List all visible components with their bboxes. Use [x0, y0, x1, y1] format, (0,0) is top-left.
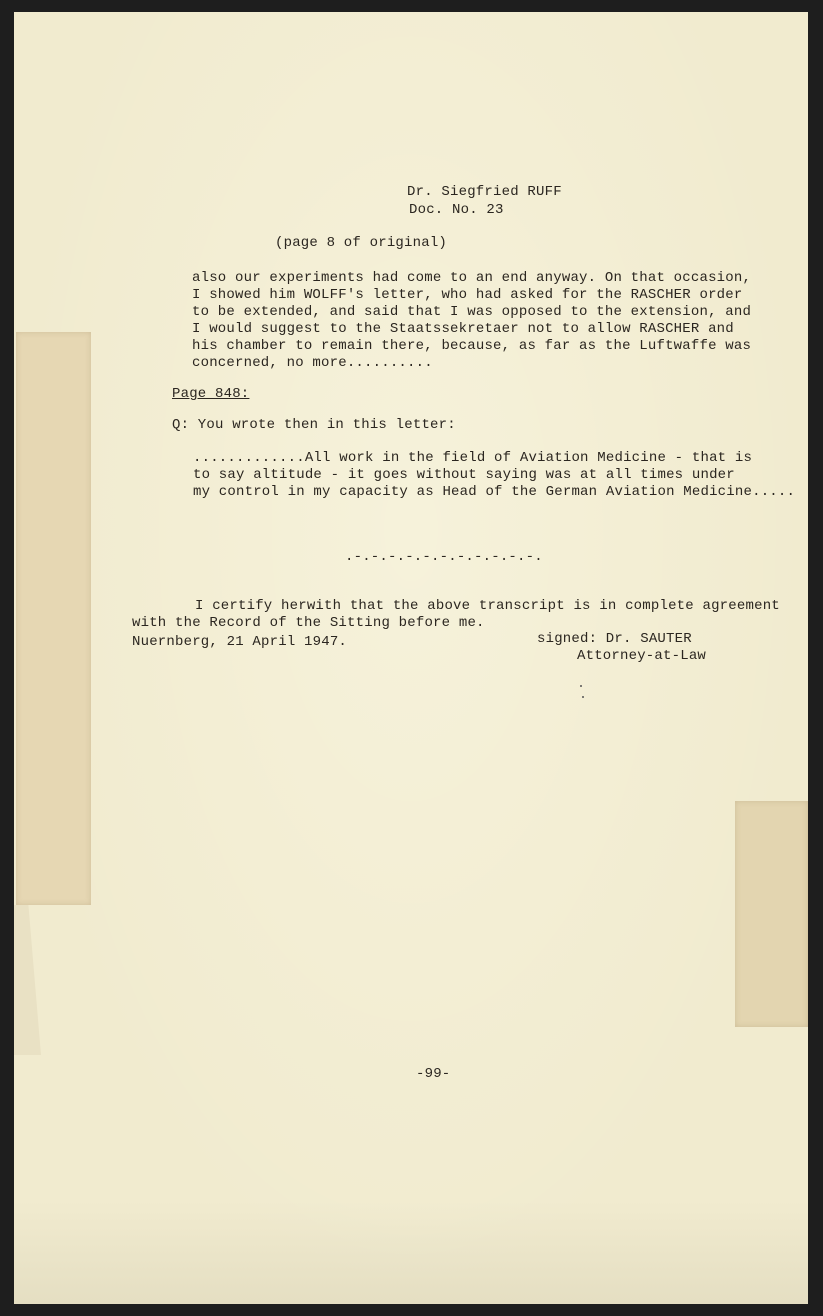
separator-line: .-.-.-.-.-.-.-.-.-.-.-. — [345, 549, 543, 565]
quote-line: to say altitude - it goes without saying was at all times under — [193, 467, 735, 483]
page-label: Page 848: — [172, 386, 250, 402]
tape-strip-right — [735, 801, 808, 1027]
quote-line: .............All work in the field of Aviation Medicine - that is — [193, 450, 753, 466]
certification-line: I certify herwith that the above transcript is in complete agreement — [195, 598, 780, 614]
stray-mark — [580, 685, 582, 687]
paragraph-line: I showed him WOLFF's letter, who had asked for the RASCHER order — [192, 287, 743, 303]
paragraph-line: also our experiments had come to an end anyway. On that occasion, — [192, 270, 752, 286]
tape-strip-left — [16, 332, 91, 905]
signature-signed: signed: Dr. SAUTER — [537, 631, 692, 647]
place-date: Nuernberg, 21 April 1947. — [132, 634, 348, 650]
header-doc-number: Doc. No. 23 — [409, 202, 504, 218]
stray-mark — [582, 696, 584, 698]
page-reference: (page 8 of original) — [275, 235, 448, 251]
quote-line: my control in my capacity as Head of the German Aviation Medicine..... — [193, 484, 796, 500]
paragraph-line: his chamber to remain there, because, as far as the Luftwaffe was — [192, 338, 752, 354]
paragraph-line: to be extended, and said that I was opposed to the extension, and — [192, 304, 752, 320]
question-line: Q: You wrote then in this letter: — [172, 417, 456, 433]
paragraph-line: I would suggest to the Staatssekretaer not to allow RASCHER and — [192, 321, 734, 337]
page-number: -99- — [416, 1066, 451, 1082]
header-name: Dr. Siegfried RUFF — [407, 184, 562, 200]
paragraph-line: concerned, no more.......... — [192, 355, 433, 371]
signature-title: Attorney-at-Law — [577, 648, 707, 664]
certification-line: with the Record of the Sitting before me. — [132, 615, 485, 631]
